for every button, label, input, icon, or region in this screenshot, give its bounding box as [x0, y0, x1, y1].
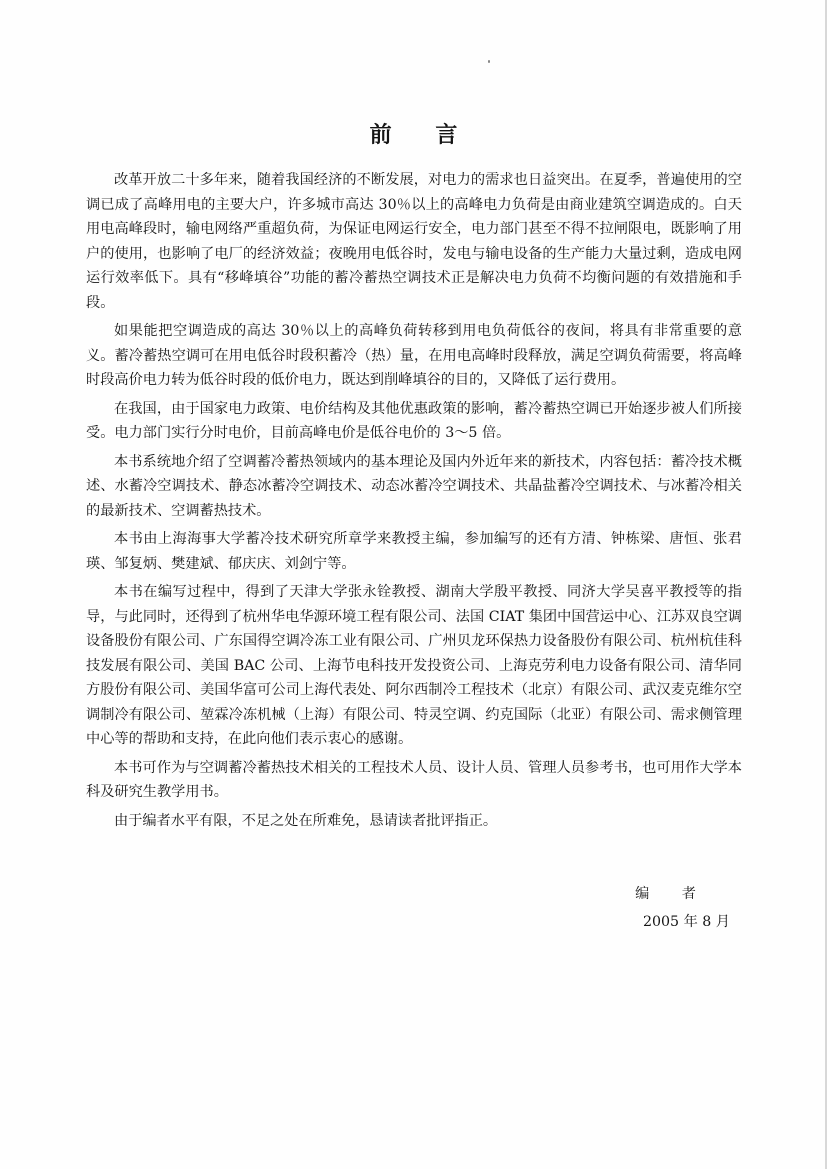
page-title: 前 言 [369, 123, 476, 148]
paragraph-1: 改革开放二十多年来，随着我国经济的不断发展，对电力的需求也日益突出。在夏季，普遍使用的空调已成了高峰用电的主要大户，许多城市高达 30％以上的高峰电力负荷是由商业建筑空调造成的。白天用电高峰段时，输电网络严重超负荷，为保证电网运行安全，电力部门甚至不得不拉闸限电，既影响了用户的使用，也影响了电厂的经济效益；夜晚用电低谷时，发电与输电设备的生产能力大量过剩，造成电网运行效率低下。具有“移峰填谷”功能的蓄冷蓄热空调技术正是解决电力负荷不均衡问题的有效措施和手段。 [86, 172, 742, 311]
paragraph-3: 在我国，由于国家电力政策、电价结构及其他优惠政策的影响，蓄冷蓄热空调已开始逐步被人们所接受。电力部门实行分时电价，目前高峰电价是低谷电价的 3～5 倍。 [86, 400, 742, 441]
paragraph-2: 如果能把空调造成的高达 30％以上的高峰负荷转移到用电负荷低谷的夜间，将具有非常重要的意义。蓄冷蓄热空调可在用电低谷时段积蓄冷（热）量，在用电高峰时段释放，满足空调负荷需要，将高峰时段高价电力转为低谷时段的低价电力，既达到削峰填谷的目的，又降低了运行费用。 [86, 323, 742, 388]
paragraph-7: 本书可作为与空调蓄冷蓄热技术相关的工程技术人员、设计人员、管理人员参考书，也可用作大学本科及研究生教学用书。 [86, 759, 742, 800]
paragraph-8: 由于编者水平有限，不足之处在所难免，恳请读者批评指正。 [114, 812, 498, 829]
paragraph-6: 本书在编写过程中，得到了天津大学张永铨教授、湖南大学殷平教授、同济大学吴喜平教授等的指导，与此同时，还得到了杭州华电华源环境工程有限公司、法国 CIAT 集团中国营运中心、江苏双良空调设备股份有限公司、广东国得空调冷冻工业有限公司、广州贝龙环保热力设备股份有限公司、杭州杭佳科技发展有限公司、美国 BAC 公司、上海节电科技开发投资公司、上海克劳利电力设备有限公司、清华同方股份有限公司、美国华富可公司上海代表处、阿尔西制冷工程技术（北京）有限公司、武汉麦克维尔空调制冷有限公司、堃霖冷冻机械（上海）有限公司、特灵空调、约克国际（北亚）有限公司、需求侧管理中心等的帮助和支持，在此向他们表示衷心的感谢。 [86, 584, 742, 747]
signature-author: 编 者 [635, 886, 710, 902]
paragraph-4: 本书系统地介绍了空调蓄冷蓄热领域内的基本理论及国内外近年来的新技术，内容包括：蓄冷技术概述、水蓄冷空调技术、静态冰蓄冷空调技术、动态冰蓄冷空调技术、共晶盐蓄冷空调技术、与冰蓄冷相关的最新技术、空调蓄热技术。 [86, 453, 742, 519]
paragraph-5: 本书由上海海事大学蓄冷技术研究所章学来教授主编，参加编写的还有方清、钟栋梁、唐恒、张君瑛、邹复炳、樊建斌、郁庆庆、刘剑宁等。 [86, 531, 742, 572]
signature-date: 2005 年 8 月 [642, 914, 730, 930]
scan-speck [488, 60, 490, 63]
preface-body [86, 168, 742, 837]
signature-block [520, 880, 730, 936]
